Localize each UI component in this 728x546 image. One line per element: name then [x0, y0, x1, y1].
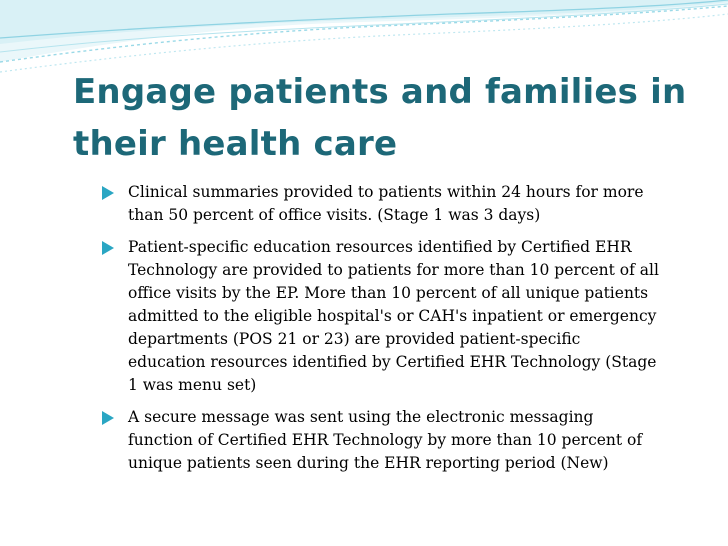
bullet-list	[102, 181, 662, 484]
bullet-item	[102, 181, 662, 227]
bullet-item	[102, 236, 662, 397]
bullet-item	[102, 406, 662, 475]
bullet-text: Patient-specific education resources identified by Certified EHR Technology are provided to patients for more than 10 percent of all office visits by the EP. More than 10 percent of all unique patients admitted to the eligible hospital's or CAH's inpatient or emergency departments (POS 21 or 23) are provided patient-specific education resources identified by Certified EHR Technology (Stage 1 was menu set)	[128, 238, 659, 394]
triangle-bullet-icon	[102, 411, 114, 425]
bullet-text: Clinical summaries provided to patients within 24 hours for more than 50 percent of office visits. (Stage 1 was 3 days)	[128, 183, 644, 224]
triangle-bullet-icon	[102, 186, 114, 200]
bullet-text: A secure message was sent using the electronic messaging function of Certified EHR Technology by more than 10 percent of unique patients seen during the EHR reporting period (New)	[128, 408, 643, 472]
slide-title: Engage patients and families in their health care	[73, 72, 687, 164]
triangle-bullet-icon	[102, 241, 114, 255]
